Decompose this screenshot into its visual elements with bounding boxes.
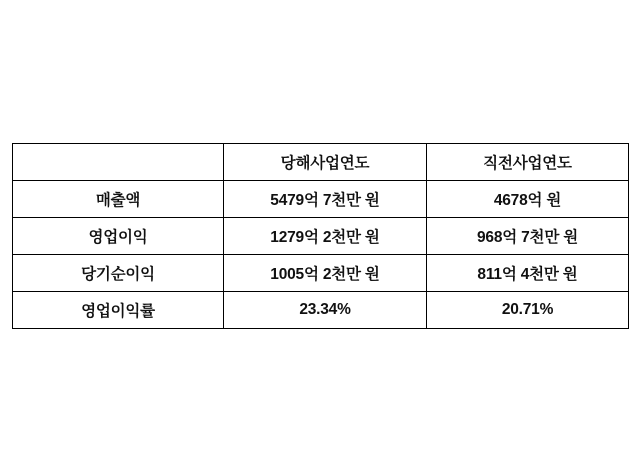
table-row — [13, 218, 629, 255]
financial-summary-table — [12, 143, 629, 329]
table-row — [13, 255, 629, 292]
table-corner-cell — [13, 144, 224, 181]
column-header-current-year: 당해사업연도 — [224, 144, 427, 181]
cell-operating-profit-current: 1279억 2천만 원 — [224, 218, 427, 255]
column-header-previous-year: 직전사업연도 — [427, 144, 629, 181]
row-label-revenue: 매출액 — [13, 181, 224, 218]
table-row — [13, 292, 629, 329]
row-label-operating-profit: 영업이익 — [13, 218, 224, 255]
cell-revenue-previous: 4678억 원 — [427, 181, 629, 218]
cell-net-income-previous: 811억 4천만 원 — [427, 255, 629, 292]
cell-revenue-current: 5479억 7천만 원 — [224, 181, 427, 218]
financial-table-container — [12, 143, 628, 329]
cell-operating-profit-previous: 968억 7천만 원 — [427, 218, 629, 255]
table-row — [13, 181, 629, 218]
table-header-row — [13, 144, 629, 181]
row-label-net-income: 당기순이익 — [13, 255, 224, 292]
cell-net-income-current: 1005억 2천만 원 — [224, 255, 427, 292]
cell-operating-margin-current: 23.34% — [224, 292, 427, 329]
row-label-operating-margin: 영업이익률 — [13, 292, 224, 329]
cell-operating-margin-previous: 20.71% — [427, 292, 629, 329]
